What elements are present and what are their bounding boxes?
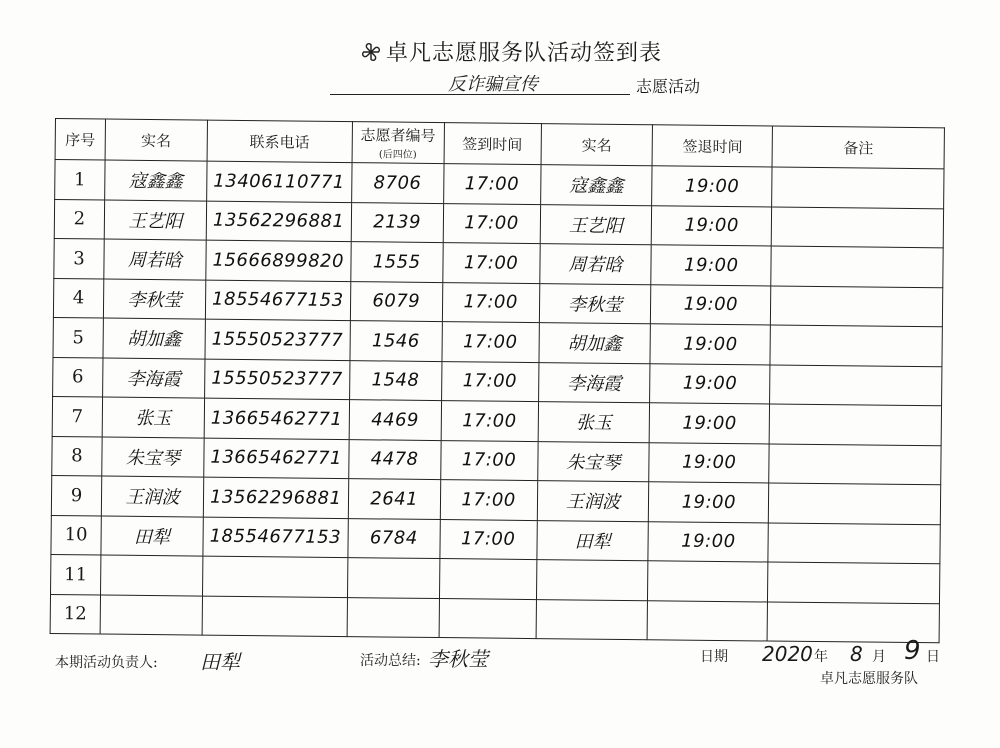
row-name-2: 张玉: [538, 402, 650, 443]
row-sign-in-time: 17:00: [440, 519, 537, 560]
row-name: 李海霞: [103, 358, 205, 399]
date-label: 日期: [700, 649, 728, 665]
row-name: [100, 555, 202, 596]
row-note: [770, 325, 942, 366]
row-no: 8: [52, 436, 102, 476]
col-header-no: 序号: [55, 119, 105, 161]
row-phone: 15666899820: [206, 240, 351, 281]
col-header-volunteer-id: [352, 122, 444, 164]
row-volunteer-id: 2139: [351, 202, 443, 242]
row-no: 7: [52, 396, 102, 436]
row-no: 1: [55, 160, 105, 200]
row-no: 4: [53, 278, 103, 318]
table-body: [50, 160, 944, 643]
col-header-note: 备注: [772, 126, 944, 169]
row-note: [769, 443, 941, 484]
summary-signature: 李秋莹: [428, 647, 488, 671]
activity-name: 反诈骗宣传: [448, 74, 538, 95]
table-row: [50, 594, 939, 643]
row-name: [100, 595, 202, 636]
row-name-2: [536, 599, 648, 640]
row-sign-out-time: [648, 561, 768, 602]
activity-suffix: 志愿活动: [636, 77, 701, 96]
row-note: [769, 404, 941, 445]
row-note: [770, 365, 942, 406]
row-sign-in-time: 17:00: [442, 322, 539, 363]
row-volunteer-id: 1555: [351, 242, 443, 282]
row-no: 6: [53, 357, 103, 397]
row-sign-in-time: 17:00: [442, 243, 539, 284]
row-name: 胡加鑫: [103, 318, 205, 359]
row-note: [769, 483, 941, 524]
row-name: 李秋莹: [103, 279, 205, 320]
date-day-unit: 日: [926, 649, 940, 665]
row-sign-out-time: 19:00: [651, 245, 771, 286]
date-month-unit: 月: [872, 649, 886, 665]
date-month: 8: [850, 642, 863, 666]
row-name-2: 胡加鑫: [539, 323, 651, 364]
row-sign-out-time: 19:00: [649, 403, 769, 444]
date-year-unit: 年: [814, 649, 828, 665]
row-sign-out-time: 19:00: [648, 521, 768, 562]
col-header-name: 实名: [105, 119, 207, 161]
row-volunteer-id: [347, 597, 439, 637]
col-header-sign-in-time: 签到时间: [444, 123, 541, 165]
row-name-2: 周若晗: [539, 244, 651, 285]
row-phone: 18554677153: [203, 517, 348, 558]
row-sign-in-time: [439, 598, 536, 639]
row-sign-out-time: 19:00: [652, 205, 772, 246]
row-volunteer-id: 6079: [350, 281, 442, 321]
row-volunteer-id: 4478: [348, 439, 440, 479]
row-name: 田犁: [101, 516, 203, 557]
row-name: 王润波: [101, 476, 203, 517]
row-no: 12: [50, 594, 100, 634]
page-title: [360, 36, 662, 67]
row-sign-in-time: 17:00: [443, 164, 540, 205]
row-phone: [202, 596, 347, 637]
row-name: 王艺阳: [104, 200, 206, 241]
leader-signature: 田犁: [200, 650, 240, 674]
row-phone: 13665462771: [204, 398, 349, 439]
row-volunteer-id: 8706: [351, 163, 443, 203]
row-sign-in-time: 17:00: [440, 440, 537, 481]
row-phone: 13665462771: [204, 438, 349, 479]
row-sign-out-time: 19:00: [650, 324, 770, 365]
row-phone: 18554677153: [205, 280, 350, 321]
row-no: 2: [54, 199, 104, 239]
col-header-volunteer-id-note: (后四位): [378, 149, 417, 161]
date-year: 2020: [762, 642, 813, 666]
summary-label: 活动总结:: [360, 653, 421, 669]
row-sign-out-time: [647, 600, 767, 641]
col-header-sign-out-time: 签退时间: [652, 125, 772, 167]
row-sign-in-time: 17:00: [443, 203, 540, 244]
row-sign-out-time: 19:00: [650, 363, 770, 404]
row-name-2: 王艺阳: [540, 204, 652, 245]
leader-label: 本期活动负责人:: [55, 655, 158, 671]
row-phone: 13406110771: [206, 161, 351, 202]
col-header-volunteer-id-label: 志愿者编号: [360, 126, 436, 145]
row-note: [768, 522, 940, 563]
row-phone: 13562296881: [203, 477, 348, 518]
row-name-2: 王润波: [537, 481, 649, 522]
row-note: [771, 207, 943, 248]
row-volunteer-id: 4469: [349, 400, 441, 440]
row-name-2: 李秋莹: [539, 283, 651, 324]
row-volunteer-id: 1546: [350, 321, 442, 361]
organization-name: 卓凡志愿服务队: [820, 671, 918, 687]
row-sign-in-time: 17:00: [442, 282, 539, 323]
row-phone: [202, 556, 347, 597]
col-header-phone: 联系电话: [207, 120, 352, 163]
row-sign-in-time: 17:00: [441, 361, 538, 402]
row-phone: 15550523777: [205, 319, 350, 360]
row-sign-out-time: 19:00: [651, 284, 771, 325]
row-note: [768, 562, 940, 603]
row-name-2: 李海霞: [538, 362, 650, 403]
row-sign-in-time: 17:00: [440, 480, 537, 521]
row-name-2: 田犁: [536, 520, 648, 561]
row-no: 5: [53, 317, 103, 357]
volunteer-logo-icon: [360, 41, 382, 63]
row-name: 张玉: [102, 397, 204, 438]
row-name: 朱宝琴: [102, 437, 204, 478]
row-volunteer-id: 1548: [349, 360, 441, 400]
title-text: 卓凡志愿服务队活动签到表: [386, 41, 663, 66]
row-no: 11: [51, 554, 101, 594]
row-phone: 13562296881: [206, 201, 351, 242]
row-volunteer-id: 2641: [348, 479, 440, 519]
row-name-2: 寇鑫鑫: [540, 165, 652, 206]
row-sign-in-time: [439, 559, 536, 600]
sign-in-table: [50, 118, 945, 643]
row-name: 周若晗: [104, 239, 206, 280]
row-note: [771, 246, 943, 287]
row-sign-out-time: 19:00: [652, 166, 772, 207]
row-name-2: [536, 560, 648, 601]
row-note: [772, 167, 944, 208]
row-phone: 15550523777: [204, 359, 349, 400]
row-sign-out-time: 19:00: [649, 442, 769, 483]
row-no: 3: [54, 238, 104, 278]
row-note: [771, 286, 943, 327]
row-sign-out-time: 19:00: [649, 482, 769, 523]
row-volunteer-id: [347, 558, 439, 598]
row-volunteer-id: 6784: [348, 518, 440, 558]
row-sign-in-time: 17:00: [441, 401, 538, 442]
row-no: 9: [51, 475, 101, 515]
row-name-2: 朱宝琴: [537, 441, 649, 482]
row-no: 10: [51, 515, 101, 555]
date-day: 9: [904, 636, 921, 666]
row-name: 寇鑫鑫: [105, 160, 207, 201]
col-header-name-2: 实名: [541, 124, 653, 166]
